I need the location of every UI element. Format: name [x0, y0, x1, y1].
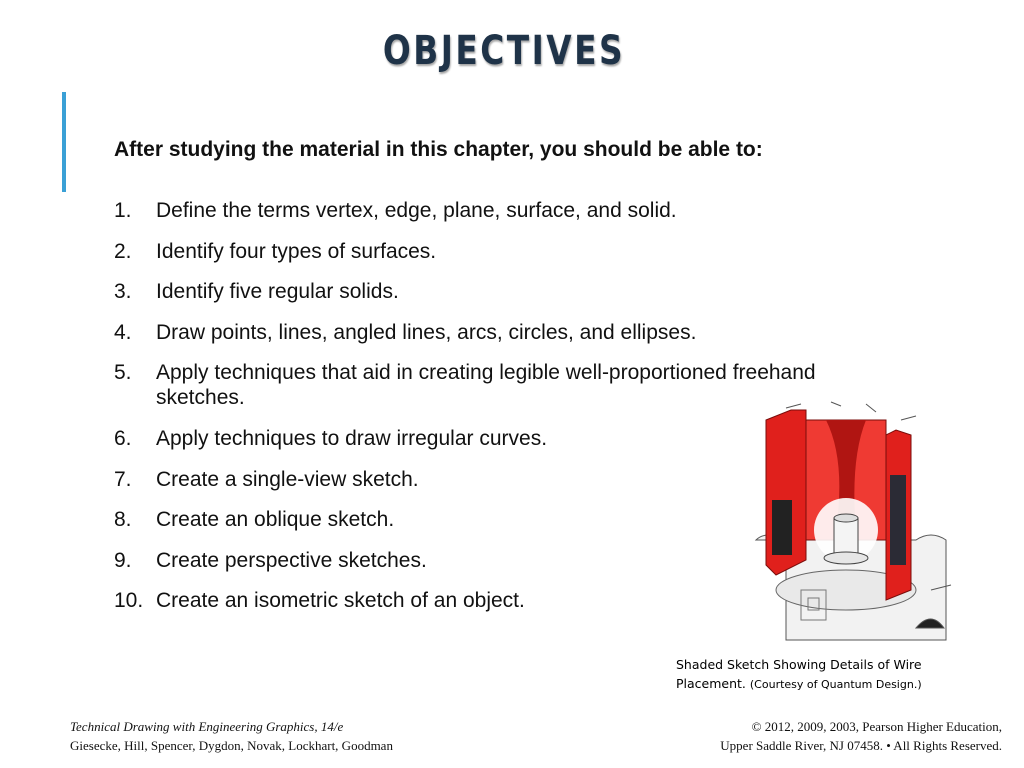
footer-copyright-line: © 2012, 2009, 2003, Pearson Higher Education,: [751, 719, 1002, 734]
item-number: 6.: [114, 426, 132, 450]
intro-text: After studying the material in this chapter, you should be able to:: [114, 138, 763, 161]
list-item: [114, 239, 896, 264]
accent-bar: [62, 92, 66, 192]
slide-title: OBJECTIVES: [382, 28, 626, 74]
item-number: 2.: [114, 239, 132, 263]
item-text: Create an isometric sketch of an object.: [156, 589, 525, 613]
item-number: 9.: [114, 548, 132, 572]
item-text: Define the terms vertex, edge, plane, surface, and solid.: [156, 199, 677, 222]
list-item: [114, 279, 896, 304]
footer-authors: Giesecke, Hill, Spencer, Dygdon, Novak, Lockhart, Goodman: [70, 738, 393, 753]
image-caption: [676, 655, 922, 694]
item-number: 5.: [114, 361, 132, 385]
footer-book-title: Technical Drawing with Engineering Graphics, 14/e: [70, 719, 344, 734]
item-number: 4.: [114, 320, 132, 344]
caption-courtesy: (Courtesy of Quantum Design.): [749, 678, 922, 691]
footer-book-info: [70, 717, 393, 755]
item-number: 10.: [114, 589, 144, 613]
caption-line-2: Placement.: [676, 676, 746, 691]
item-number: 1.: [114, 199, 132, 222]
footer-copyright: [720, 717, 1002, 755]
item-text: Identify five regular solids.: [156, 280, 399, 304]
item-text: Apply techniques that aid in creating legible well-proportioned freehand sketches.: [156, 361, 816, 410]
footer-address-line: Upper Saddle River, NJ 07458. • All Rights Reserved.: [720, 738, 1002, 753]
item-number: 3.: [114, 280, 132, 304]
item-text: Identify four types of surfaces.: [156, 239, 437, 263]
caption-line-2-wrap: [676, 674, 922, 694]
item-number: 7.: [114, 467, 132, 491]
list-item: [114, 320, 896, 345]
list-item: [114, 198, 896, 223]
shaded-sketch-image: [746, 390, 956, 650]
item-number: 8.: [114, 508, 132, 532]
item-text: Create an oblique sketch.: [156, 508, 395, 532]
item-text: Apply techniques to draw irregular curves.: [156, 426, 548, 450]
item-text: Create a single-view sketch.: [156, 467, 419, 491]
item-text: Draw points, lines, angled lines, arcs, circles, and ellipses.: [156, 320, 697, 344]
item-text: Create perspective sketches.: [156, 548, 427, 572]
caption-line-1: Shaded Sketch Showing Details of Wire: [676, 657, 922, 672]
